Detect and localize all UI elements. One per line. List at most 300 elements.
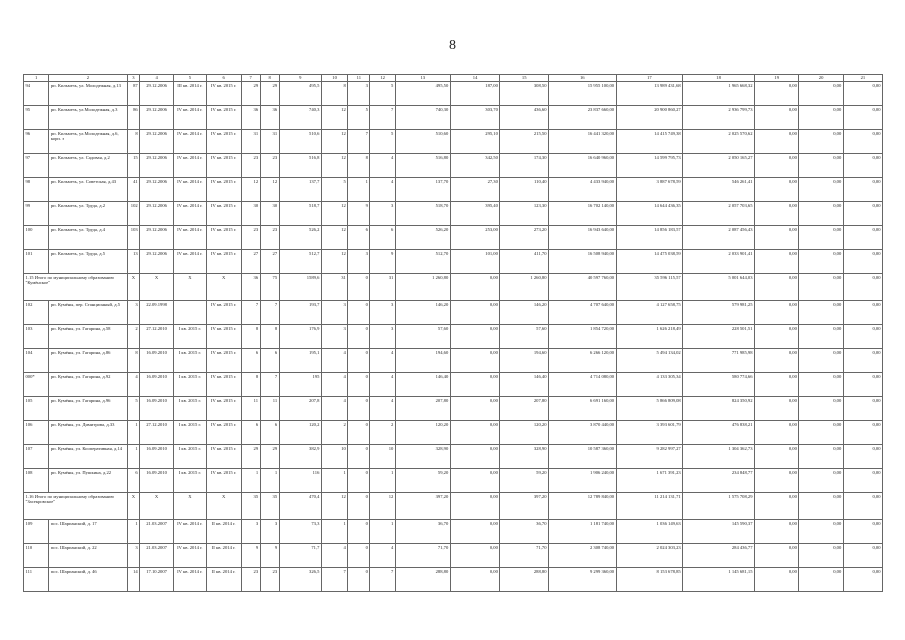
table-cell: 6: [260, 421, 279, 445]
address-cell: рп. Кумёны, ул. Гагарина, д.92: [49, 373, 127, 397]
table-cell: 0,00: [843, 445, 882, 469]
table-cell: 146,40: [500, 373, 549, 397]
table-cell: IV кв. 2014 г.: [173, 202, 206, 226]
table-cell: 0,00: [755, 421, 799, 445]
table-cell: 31: [321, 274, 347, 301]
table-cell: 9 299 360,00: [549, 568, 617, 592]
table-cell: 98: [24, 178, 49, 202]
table-cell: 100: [24, 226, 49, 250]
table-cell: 0,00: [755, 301, 799, 325]
table-cell: IV кв. 2015 г.: [206, 349, 241, 373]
table-cell: 23: [241, 226, 260, 250]
table-cell: 116: [279, 469, 321, 493]
table-cell: 146,40: [395, 373, 450, 397]
table-cell: 2: [127, 325, 140, 349]
address-cell: рп. Кумёны, ул. Гагарина, д.96: [49, 397, 127, 421]
table-cell: 12: [321, 130, 347, 154]
table-cell: 0,00: [755, 130, 799, 154]
table-cell: 0,00: [755, 568, 799, 592]
table-cell: 0: [348, 520, 370, 544]
table-cell: 495,5: [279, 82, 321, 106]
table-cell: 103: [127, 226, 140, 250]
table-cell: 101,00: [450, 250, 500, 274]
table-cell: 0,00: [755, 202, 799, 226]
table-cell: 0,00: [843, 373, 882, 397]
address-cell: пос. Шарпанский, д. 46: [49, 568, 127, 592]
table-cell: 6: [370, 226, 395, 250]
table-cell: 0,00: [755, 154, 799, 178]
table-cell: 2 024 303,23: [616, 544, 683, 568]
table-cell: 4 714 080,00: [549, 373, 617, 397]
table-row: [24, 106, 883, 130]
table-cell: 12: [321, 106, 347, 130]
table-cell: 0,00: [755, 106, 799, 130]
table-cell: 1: [260, 469, 279, 493]
table-cell: 0,00: [799, 250, 843, 274]
table-cell: 193,7: [279, 301, 321, 325]
table-cell: 0: [348, 301, 370, 325]
table-cell: 0,00: [843, 250, 882, 274]
table-cell: IV кв. 2015 г.: [206, 301, 241, 325]
table-cell: 6: [241, 349, 260, 373]
table-row: [24, 544, 883, 568]
table-cell: 41: [127, 178, 140, 202]
table-cell: 73,3: [279, 520, 321, 544]
table-cell: 273,20: [500, 226, 549, 250]
table-cell: 1 575 708,29: [683, 493, 755, 520]
table-cell: 0,00: [799, 226, 843, 250]
table-cell: 0,00: [799, 520, 843, 544]
column-number-cell: 20: [799, 75, 843, 82]
table-cell: 27.12.2010: [140, 421, 174, 445]
housing-table: [23, 74, 883, 592]
table-cell: 0,00: [843, 325, 882, 349]
table-cell: 0,00: [843, 154, 882, 178]
table-cell: II кв. 2014 г.: [206, 544, 241, 568]
column-number-cell: 2: [49, 75, 127, 82]
table-cell: X: [206, 493, 241, 520]
table-cell: 0,00: [799, 544, 843, 568]
table-cell: IV кв. 2014 г.: [173, 568, 206, 592]
table-cell: 10: [321, 445, 347, 469]
table-cell: IV кв. 2015 г.: [206, 82, 241, 106]
table-cell: 1: [127, 421, 140, 445]
table-row: [24, 202, 883, 226]
table-cell: 0,00: [843, 493, 882, 520]
table-cell: 8: [260, 325, 279, 349]
table-cell: 1 260,80: [395, 274, 450, 301]
table-cell: 101: [24, 250, 49, 274]
table-cell: 36,70: [395, 520, 450, 544]
table-cell: IV кв. 2014 г.: [173, 178, 206, 202]
table-cell: 31: [370, 274, 395, 301]
table-cell: 8: [127, 130, 140, 154]
table-cell: 11 214 131,71: [616, 493, 683, 520]
table-cell: 0,00: [799, 568, 843, 592]
table-cell: 13: [127, 250, 140, 274]
table-cell: 17.10.2007: [140, 568, 174, 592]
table-cell: 7: [370, 568, 395, 592]
table-row: [24, 568, 883, 592]
table-cell: 4: [127, 373, 140, 397]
table-cell: 580 774,66: [683, 373, 755, 397]
table-cell: IV кв. 2014 г.: [173, 106, 206, 130]
table-cell: 8: [348, 154, 370, 178]
table-cell: 1 304 362,73: [683, 445, 755, 469]
table-row: [24, 226, 883, 250]
table-cell: IV кв. 2015 г.: [206, 154, 241, 178]
table-cell: 382,9: [279, 445, 321, 469]
table-cell: X: [206, 274, 241, 301]
table-cell: 476 838,21: [683, 421, 755, 445]
table-cell: 103: [24, 325, 49, 349]
table-cell: 0,00: [843, 202, 882, 226]
table-cell: 36,70: [500, 520, 549, 544]
table-cell: 0: [348, 349, 370, 373]
table-cell: IV кв. 2014 г.: [173, 520, 206, 544]
table-cell: 0,00: [450, 397, 500, 421]
table-cell: 194,60: [500, 349, 549, 373]
table-cell: 14 644 436,35: [616, 202, 683, 226]
table-cell: 57,60: [395, 325, 450, 349]
table-cell: 123,30: [500, 202, 549, 226]
table-cell: 0,00: [843, 274, 882, 301]
table-cell: 411,70: [500, 250, 549, 274]
table-cell: 0,00: [755, 544, 799, 568]
table-cell: [173, 301, 206, 325]
table-cell: 16.09.2010: [140, 469, 174, 493]
table-cell: 0: [348, 568, 370, 592]
table-cell: 5 494 134,02: [616, 349, 683, 373]
subtotal-row: [24, 493, 883, 520]
table-cell: 824 350,92: [683, 397, 755, 421]
table-cell: 7: [321, 568, 347, 592]
table-cell: I кв. 2015 г.: [173, 373, 206, 397]
table-cell: 59,20: [500, 469, 549, 493]
table-cell: 7: [260, 373, 279, 397]
column-number-cell: 10: [321, 75, 347, 82]
table-cell: 0,00: [799, 178, 843, 202]
table-cell: 0: [348, 373, 370, 397]
table-cell: 12: [321, 154, 347, 178]
page-number: 8: [449, 38, 456, 53]
table-cell: 0,00: [843, 421, 882, 445]
table-row: [24, 178, 883, 202]
table-cell: 4: [370, 397, 395, 421]
table-cell: 3 870 440,00: [549, 421, 617, 445]
table-cell: 105: [24, 397, 49, 421]
table-cell: 16.09.2010: [140, 445, 174, 469]
table-cell: 308,50: [500, 82, 549, 106]
table-cell: 16 702 140,00: [549, 202, 617, 226]
table-cell: 9: [260, 544, 279, 568]
column-number-cell: 1: [24, 75, 49, 82]
column-number-cell: 7: [241, 75, 260, 82]
table-row: [24, 154, 883, 178]
subtotal-label: 1.16 Итого по муниципальному образованию "Засекровское": [24, 493, 128, 520]
table-cell: 9: [348, 202, 370, 226]
table-cell: 4: [370, 544, 395, 568]
table-cell: 0,00: [755, 349, 799, 373]
table-cell: IV кв. 2015 г.: [206, 445, 241, 469]
table-cell: 102: [24, 301, 49, 325]
table-cell: 2 033 901,41: [683, 250, 755, 274]
table-cell: 12: [321, 226, 347, 250]
table-cell: 23: [260, 226, 279, 250]
table-cell: 0,00: [450, 469, 500, 493]
table-cell: 35: [260, 493, 279, 520]
table-cell: 512,7: [279, 250, 321, 274]
table-cell: 0,00: [799, 154, 843, 178]
table-cell: 0: [348, 544, 370, 568]
table-cell: 0: [348, 397, 370, 421]
table-cell: 0,00: [799, 106, 843, 130]
table-cell: 16.09.2010: [140, 397, 174, 421]
table-cell: 21.03.2007: [140, 544, 174, 568]
table-cell: 29: [241, 445, 260, 469]
table-row: [24, 130, 883, 154]
table-cell: 146,20: [500, 301, 549, 325]
table-cell: 8: [321, 82, 347, 106]
table-cell: 35: [241, 493, 260, 520]
table-row: [24, 325, 883, 349]
table-cell: 207,80: [500, 397, 549, 421]
table-cell: 6 691 160,00: [549, 397, 617, 421]
table-cell: 6: [127, 469, 140, 493]
table-cell: 104: [24, 349, 49, 373]
address-cell: рп. Кильмезь, ул. Садовая, д.2: [49, 154, 127, 178]
table-cell: 29.12.2006: [140, 178, 174, 202]
table-cell: 30: [241, 202, 260, 226]
table-cell: 12: [321, 202, 347, 226]
table-cell: 108: [24, 469, 49, 493]
table-cell: 120,2: [279, 421, 321, 445]
table-cell: 2 057 703,65: [683, 202, 755, 226]
table-cell: 16 943 640,00: [549, 226, 617, 250]
table-cell: 518,7: [279, 202, 321, 226]
table-cell: 0: [348, 493, 370, 520]
table-cell: 59,20: [395, 469, 450, 493]
table-cell: IV кв. 2014 г.: [173, 130, 206, 154]
table-cell: I кв. 2015 г.: [173, 325, 206, 349]
address-cell: рп. Кильмезь, ул. Советская, д.43: [49, 178, 127, 202]
column-number-cell: 18: [683, 75, 755, 82]
table-cell: 518,70: [395, 202, 450, 226]
table-cell: 23: [260, 154, 279, 178]
table-row: [24, 349, 883, 373]
table-cell: 71,7: [279, 544, 321, 568]
table-cell: 395,40: [450, 202, 500, 226]
table-cell: 86: [127, 106, 140, 130]
address-cell: рп. Кильмезь, ул.Молодежная, д.3: [49, 106, 127, 130]
table-cell: 3: [348, 82, 370, 106]
table-cell: 546 261,41: [683, 178, 755, 202]
table-cell: 0,00: [843, 106, 882, 130]
table-cell: 187,00: [450, 82, 500, 106]
table-cell: 102: [127, 202, 140, 226]
table-cell: 516,8: [279, 154, 321, 178]
table-cell: 0,00: [799, 130, 843, 154]
table-cell: 0,00: [843, 178, 882, 202]
table-cell: 16.09.2010: [140, 349, 174, 373]
table-cell: IV кв. 2014 г.: [173, 544, 206, 568]
table-cell: 0,00: [450, 568, 500, 592]
address-cell: рп. Кумёны, ул. Кооперативная, д.14: [49, 445, 127, 469]
table-cell: 16 441 320,00: [549, 130, 617, 154]
table-cell: 3: [370, 301, 395, 325]
table-cell: 12 789 840,00: [549, 493, 617, 520]
table-cell: 0: [348, 325, 370, 349]
table-row: [24, 445, 883, 469]
table-cell: X: [140, 493, 174, 520]
table-cell: 71,70: [500, 544, 549, 568]
table-cell: 1: [370, 469, 395, 493]
table-cell: 99: [24, 202, 49, 226]
table-cell: 9 282 997,27: [616, 445, 683, 469]
table-cell: IV кв. 2015 г.: [206, 373, 241, 397]
address-cell: рп. Кильмезь, ул.Молодежная, д.6, корп. з: [49, 130, 127, 154]
table-cell: 0: [348, 445, 370, 469]
table-cell: 0,00: [799, 469, 843, 493]
table-cell: 0,00: [450, 520, 500, 544]
table-cell: 29: [260, 445, 279, 469]
table-cell: IV кв. 2015 г.: [206, 226, 241, 250]
table-cell: 1 036 149,63: [616, 520, 683, 544]
table-cell: 342,50: [450, 154, 500, 178]
address-cell: рп. Кильмезь, ул. Труда, д.4: [49, 226, 127, 250]
table-cell: 137,70: [395, 178, 450, 202]
table-cell: 397,20: [395, 493, 450, 520]
table-cell: 22.09.1998: [140, 301, 174, 325]
table-cell: 740,30: [395, 106, 450, 130]
table-cell: IV кв. 2015 г.: [206, 421, 241, 445]
table-cell: 0,00: [799, 445, 843, 469]
table-cell: 29.12.2006: [140, 130, 174, 154]
table-cell: 21.03.2007: [140, 520, 174, 544]
table-cell: 0,00: [843, 469, 882, 493]
address-cell: пос. Шарпанский, д. 22: [49, 544, 127, 568]
table-row: [24, 82, 883, 106]
table-cell: 4: [321, 397, 347, 421]
table-cell: 1 626 218,49: [616, 325, 683, 349]
table-cell: 526,20: [395, 226, 450, 250]
table-cell: 29.12.2006: [140, 154, 174, 178]
table-cell: 3: [370, 202, 395, 226]
table-row: [24, 421, 883, 445]
table-cell: 95: [24, 106, 49, 130]
table-cell: 0,00: [799, 421, 843, 445]
table-cell: IV кв. 2015 г.: [206, 178, 241, 202]
table-cell: 228 501,51: [683, 325, 755, 349]
table-cell: 284 436,77: [683, 544, 755, 568]
table-cell: 2 025 570,62: [683, 130, 755, 154]
table-cell: 2 050 165,27: [683, 154, 755, 178]
table-cell: 16.09.2010: [140, 373, 174, 397]
table-cell: 1 854 720,00: [549, 325, 617, 349]
table-cell: 0,00: [799, 397, 843, 421]
table-cell: II кв. 2014 г.: [206, 568, 241, 592]
address-cell: рп. Кумёны, ул. Гагарина, д.58: [49, 325, 127, 349]
column-number-cell: 9: [279, 75, 321, 82]
table-cell: 5: [348, 106, 370, 130]
table-cell: 740,3: [279, 106, 321, 130]
table-cell: 4: [321, 349, 347, 373]
table-cell: 0,00: [843, 520, 882, 544]
column-number-cell: 16: [549, 75, 617, 82]
table-cell: IV кв. 2015 г.: [206, 250, 241, 274]
table-cell: 0,00: [450, 274, 500, 301]
table-cell: 397,20: [500, 493, 549, 520]
table-cell: 3 887 678,59: [616, 178, 683, 202]
table-cell: 71,70: [395, 544, 450, 568]
table-cell: IV кв. 2014 г.: [173, 154, 206, 178]
table-cell: 120,20: [500, 421, 549, 445]
table-cell: 0,00: [799, 82, 843, 106]
table-cell: 109: [24, 520, 49, 544]
table-cell: 5: [127, 397, 140, 421]
table-cell: 57,60: [500, 325, 549, 349]
table-cell: 1 145 681,15: [683, 568, 755, 592]
table-cell: 4: [370, 373, 395, 397]
table-cell: 0,00: [755, 493, 799, 520]
table-cell: 11: [260, 397, 279, 421]
table-cell: 120,20: [395, 421, 450, 445]
table-cell: 27.12.2010: [140, 325, 174, 349]
table-body: [24, 75, 883, 592]
table-cell: 0,00: [755, 274, 799, 301]
table-cell: 11: [241, 397, 260, 421]
column-number-cell: 14: [450, 75, 500, 82]
table-cell: 4: [321, 373, 347, 397]
table-cell: I кв. 2015 г.: [173, 445, 206, 469]
table-cell: 0,00: [450, 349, 500, 373]
table-cell: 75: [260, 274, 279, 301]
table-cell: 9: [370, 250, 395, 274]
table-cell: 7: [260, 301, 279, 325]
column-number-cell: 6: [206, 75, 241, 82]
address-cell: рп. Кумёны, пер. Станционный, д.5: [49, 301, 127, 325]
column-number-cell: 11: [348, 75, 370, 82]
table-cell: 12: [321, 250, 347, 274]
table-cell: 1589,6: [279, 274, 321, 301]
table-cell: 4: [370, 349, 395, 373]
table-cell: 29: [260, 82, 279, 106]
table-cell: 36: [241, 106, 260, 130]
table-cell: 0,00: [755, 469, 799, 493]
table-cell: 0,00: [450, 373, 500, 397]
table-cell: X: [127, 493, 140, 520]
table-cell: 0,00: [843, 301, 882, 325]
table-cell: 3: [241, 520, 260, 544]
table-cell: X: [173, 493, 206, 520]
table-cell: 1 671 391,23: [616, 469, 683, 493]
table-cell: 15 955 100,00: [549, 82, 617, 106]
table-cell: 27: [241, 250, 260, 274]
table-row: [24, 250, 883, 274]
table-cell: 1: [321, 520, 347, 544]
table-cell: 3 393 601,79: [616, 421, 683, 445]
table-cell: 288,80: [395, 568, 450, 592]
table-cell: IV кв. 2014 г.: [173, 226, 206, 250]
table-cell: 510,60: [395, 130, 450, 154]
table-cell: 8: [127, 349, 140, 373]
table-cell: 3: [260, 520, 279, 544]
table-cell: 0: [348, 469, 370, 493]
table-cell: 111: [24, 568, 49, 592]
table-row: [24, 373, 883, 397]
table-cell: 9: [241, 544, 260, 568]
table-cell: 14 599 795,73: [616, 154, 683, 178]
